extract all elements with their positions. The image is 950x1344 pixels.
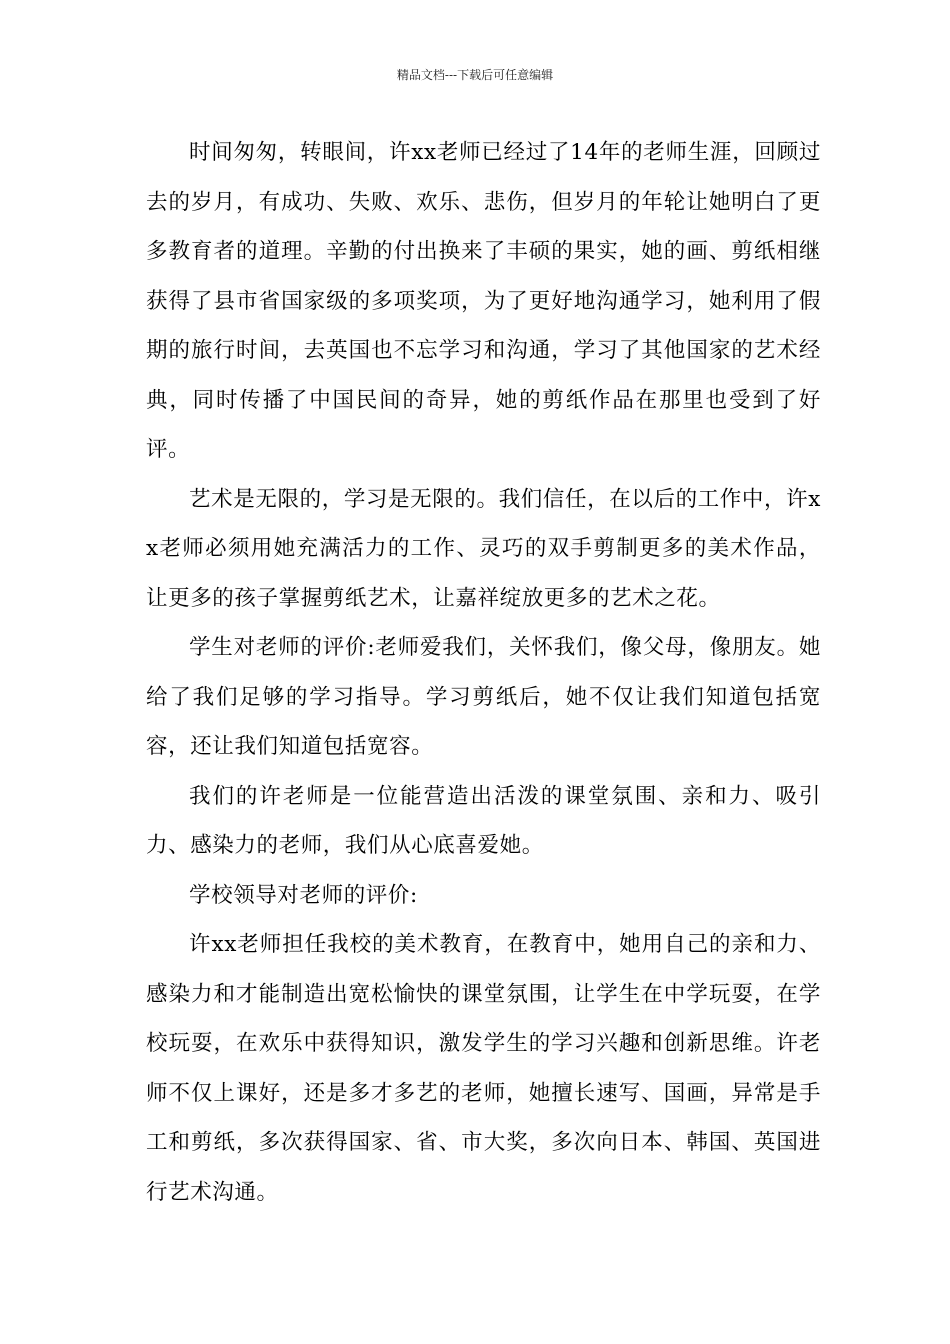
paragraph-leader-evaluation-heading: 学校领导对老师的评价: (189, 882, 418, 908)
paragraph-leader-evaluation: 许xx老师担任我校的美术教育，在教育中，她用自己的亲和力、感染力和才能制造出宽松愉快的课堂氛围，让学生在中学玩耍，在学校玩耍，在欢乐中获得知识，激发学生的学习兴趣和创新思维。许老师不仅上课好，还是多才多艺的老师，她擅长速写、国画，异常是手工和剪纸，多次获得国家、省、市大奖，多次向日本、韩国、英国进行艺术沟通。 (146, 932, 821, 1205)
paragraph-art-is-infinite: 艺术是无限的，学习是无限的。我们信任，在以后的工作中，许xx老师必须用她充满活力的工作、灵巧的双手剪制更多的美术作品，让更多的孩子掌握剪纸艺术，让嘉祥绽放更多的艺术之花。 (146, 486, 821, 611)
paragraph-teacher-atmosphere: 我们的许老师是一位能营造出活泼的课堂氛围、亲和力、吸引力、感染力的老师，我们从心底喜爱她。 (146, 783, 821, 858)
paragraph-career-review: 时间匆匆，转眼间，许xx老师已经过了14年的老师生涯，回顾过去的岁月，有成功、失败、欢乐、悲伤，但岁月的年轮让她明白了更多教育者的道理。辛勤的付出换来了丰硕的果实，她的画、剪纸相继获得了县市省国家级的多项奖项，为了更好地沟通学习，她利用了假期的旅行时间，去英国也不忘学习和沟通，学习了其他国家的艺术经典，同时传播了中国民间的奇异，她的剪纸作品在那里也受到了好评。 (146, 140, 821, 462)
document-body (146, 128, 821, 1217)
page-header: 精品文档---下载后可任意编辑 (396, 68, 554, 82)
paragraph-student-evaluation: 学生对老师的评价:老师爱我们，关怀我们，像父母，像朋友。她给了我们足够的学习指导。学习剪纸后，她不仅让我们知道包括宽容，还让我们知道包括宽容。 (146, 635, 821, 759)
